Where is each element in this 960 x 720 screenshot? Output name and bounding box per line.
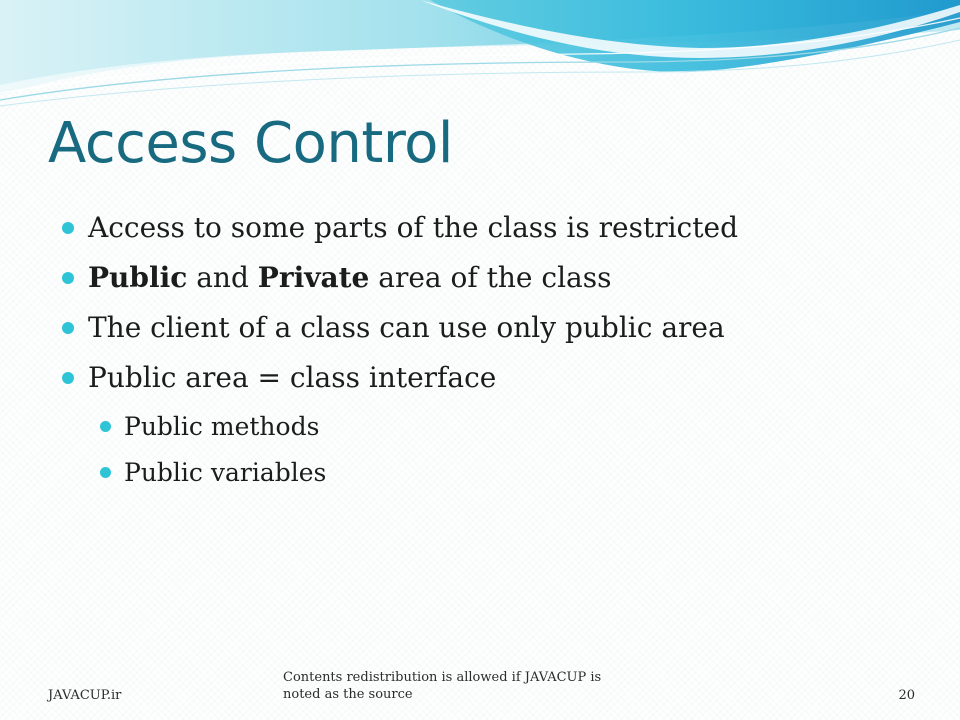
sub-bullet-text: Public variables bbox=[124, 458, 327, 487]
footer-notice-line: noted as the source bbox=[283, 687, 413, 702]
bullet-icon bbox=[100, 421, 111, 432]
footer-notice-line: Contents redistribution is allowed if JAVACUP is bbox=[283, 670, 602, 685]
bullet-icon bbox=[62, 272, 74, 284]
bullet-text: and bbox=[187, 261, 258, 294]
bullet-item bbox=[62, 306, 738, 356]
slide-title: Access Control bbox=[48, 111, 453, 176]
bullet-icon bbox=[100, 467, 111, 478]
bullet-icon bbox=[62, 222, 74, 234]
bullet-item bbox=[62, 256, 738, 306]
bullet-icon bbox=[62, 372, 74, 384]
bullet-item bbox=[62, 356, 738, 406]
bullet-text: Access to some parts of the class is restricted bbox=[88, 211, 738, 244]
bullet-bold-text: Private bbox=[257, 261, 370, 294]
sub-bullet-item bbox=[100, 406, 738, 452]
footer-site-name: JAVACUP.ir bbox=[48, 688, 122, 703]
page-number: 20 bbox=[898, 688, 915, 703]
header-wave-decoration bbox=[0, 0, 960, 120]
footer-notice bbox=[283, 669, 623, 703]
bullet-text: Public area = class interface bbox=[88, 361, 497, 394]
sub-bullet-text: Public methods bbox=[124, 412, 320, 441]
bullet-icon bbox=[62, 322, 74, 334]
bullet-text: The client of a class can use only public area bbox=[88, 311, 725, 344]
bullet-text: area of the class bbox=[369, 261, 612, 294]
bullet-item bbox=[62, 206, 738, 256]
sub-bullet-item bbox=[100, 452, 738, 498]
bullet-list bbox=[62, 206, 738, 498]
bullet-bold-text: Public bbox=[88, 261, 188, 294]
